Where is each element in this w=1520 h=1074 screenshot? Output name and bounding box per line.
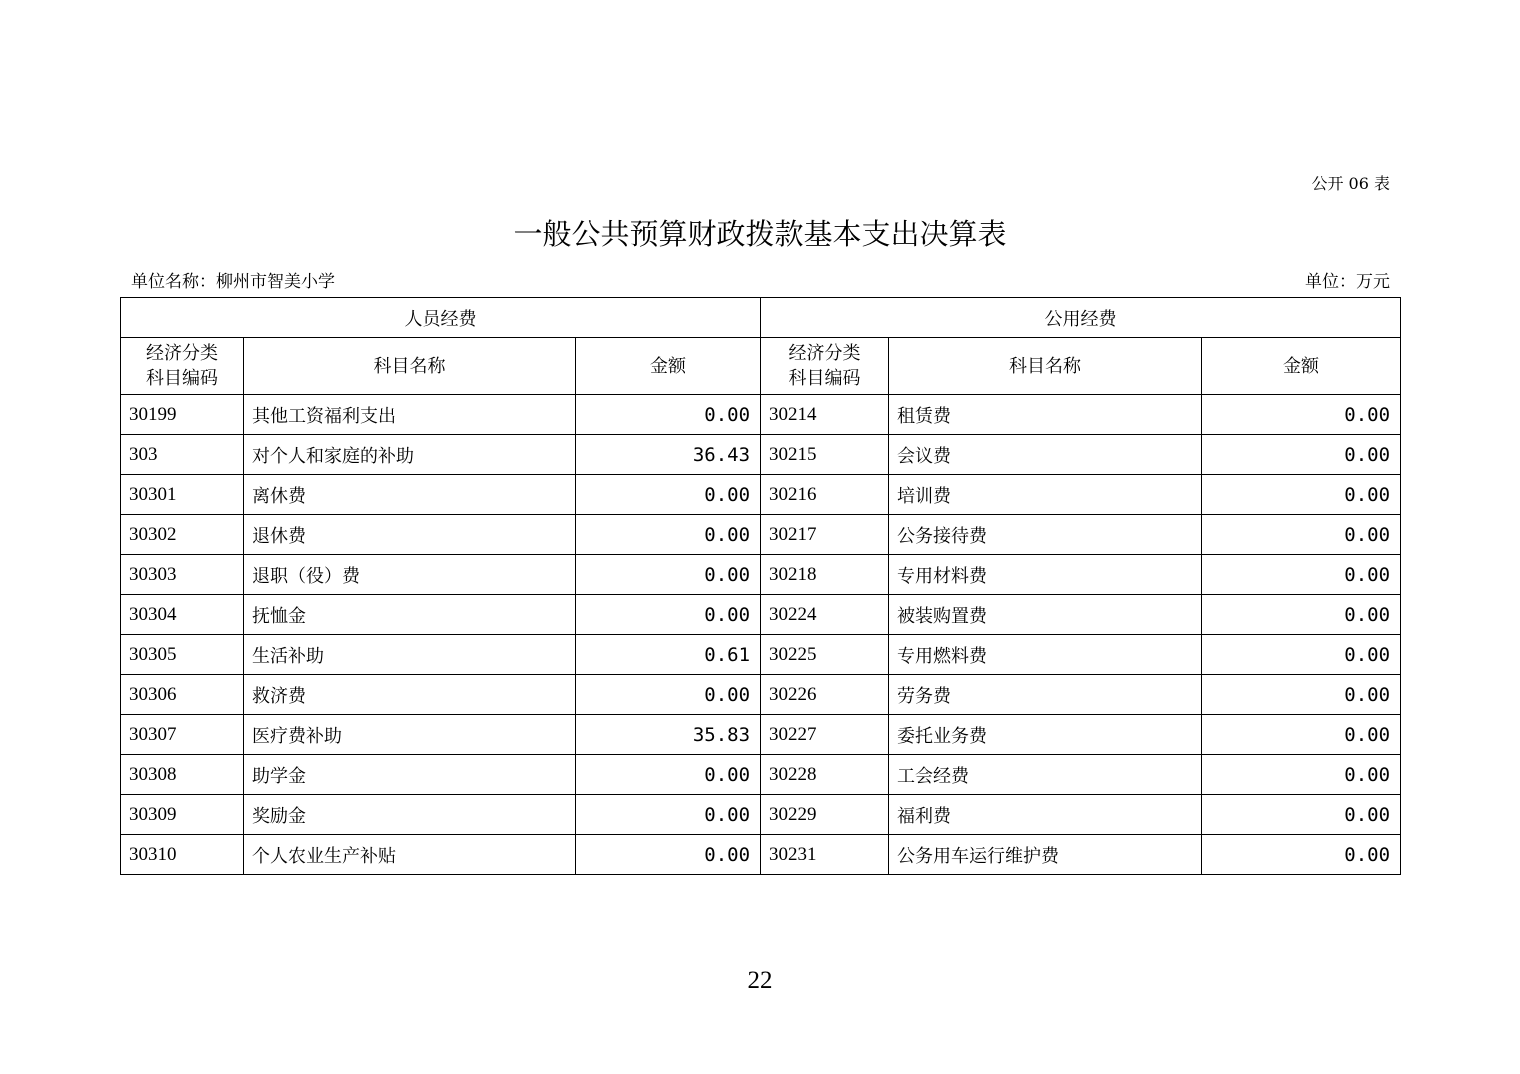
header-code-line1: 经济分类: [788, 343, 861, 364]
cell-right-name: 专用燃料费: [889, 635, 1202, 675]
header-right-amount: 金额: [1202, 338, 1401, 395]
expenditure-table: [120, 297, 1401, 875]
cell-left-code: 30309: [121, 795, 244, 835]
cell-right-code: 30227: [761, 715, 889, 755]
cell-right-amount: 0.00: [1202, 515, 1401, 555]
cell-right-name: 被装购置费: [889, 595, 1202, 635]
cell-left-code: 30310: [121, 835, 244, 875]
cell-right-amount: 0.00: [1202, 755, 1401, 795]
cell-right-code: 30224: [761, 595, 889, 635]
cell-right-name: 福利费: [889, 795, 1202, 835]
header-right-code: [761, 338, 889, 395]
cell-right-amount: 0.00: [1202, 555, 1401, 595]
cell-left-code: 30305: [121, 635, 244, 675]
cell-left-amount: 0.00: [576, 475, 761, 515]
cell-left-amount: 0.00: [576, 515, 761, 555]
cell-left-name: 退休费: [244, 515, 576, 555]
cell-left-amount: 35.83: [576, 715, 761, 755]
form-number: 公开 06 表: [1311, 174, 1390, 193]
cell-left-amount: 36.43: [576, 435, 761, 475]
table-row: [121, 595, 1401, 635]
cell-left-code: 30302: [121, 515, 244, 555]
cell-left-amount: 0.61: [576, 635, 761, 675]
cell-right-code: 30225: [761, 635, 889, 675]
table-row: [121, 715, 1401, 755]
table-row: [121, 395, 1401, 435]
cell-left-amount: 0.00: [576, 595, 761, 635]
cell-right-amount: 0.00: [1202, 795, 1401, 835]
header-code-line2: 科目编码: [788, 368, 861, 389]
table-row: [121, 515, 1401, 555]
cell-right-name: 劳务费: [889, 675, 1202, 715]
cell-left-name: 救济费: [244, 675, 576, 715]
cell-left-code: 30303: [121, 555, 244, 595]
cell-right-amount: 0.00: [1202, 395, 1401, 435]
table-row: [121, 555, 1401, 595]
cell-right-amount: 0.00: [1202, 595, 1401, 635]
cell-right-name: 会议费: [889, 435, 1202, 475]
table-row: [121, 635, 1401, 675]
table-row: [121, 475, 1401, 515]
cell-right-code: 30229: [761, 795, 889, 835]
cell-right-name: 公务用车运行维护费: [889, 835, 1202, 875]
header-left-code: [121, 338, 244, 395]
table-row: [121, 675, 1401, 715]
cell-left-amount: 0.00: [576, 755, 761, 795]
cell-left-name: 退职（役）费: [244, 555, 576, 595]
header-left-amount: 金额: [576, 338, 761, 395]
cell-right-code: 30228: [761, 755, 889, 795]
table-row: [121, 795, 1401, 835]
header-code-line2: 科目编码: [146, 368, 218, 389]
cell-right-amount: 0.00: [1202, 675, 1401, 715]
cell-right-code: 30215: [761, 435, 889, 475]
unit-name: 单位名称：柳州市智美小学: [131, 272, 335, 292]
table-row: [121, 835, 1401, 875]
cell-left-code: 30199: [121, 395, 244, 435]
cell-left-code: 30304: [121, 595, 244, 635]
page-title: 一般公共预算财政拨款基本支出决算表: [513, 217, 1007, 251]
cell-right-name: 租赁费: [889, 395, 1202, 435]
page-number: 22: [747, 967, 773, 994]
table-row: [121, 435, 1401, 475]
cell-right-amount: 0.00: [1202, 835, 1401, 875]
cell-right-name: 公务接待费: [889, 515, 1202, 555]
cell-left-name: 对个人和家庭的补助: [244, 435, 576, 475]
cell-right-name: 培训费: [889, 475, 1202, 515]
cell-right-code: 30226: [761, 675, 889, 715]
cell-left-code: 30308: [121, 755, 244, 795]
cell-left-amount: 0.00: [576, 395, 761, 435]
header-code-line1: 经济分类: [146, 343, 218, 364]
cell-right-name: 专用材料费: [889, 555, 1202, 595]
cell-left-name: 其他工资福利支出: [244, 395, 576, 435]
currency-unit: 单位：万元: [1305, 272, 1390, 292]
cell-right-amount: 0.00: [1202, 435, 1401, 475]
cell-left-name: 医疗费补助: [244, 715, 576, 755]
cell-left-name: 离休费: [244, 475, 576, 515]
cell-left-code: 30301: [121, 475, 244, 515]
cell-left-amount: 0.00: [576, 835, 761, 875]
cell-right-name: 工会经费: [889, 755, 1202, 795]
cell-left-code: 30307: [121, 715, 244, 755]
table-row: [121, 755, 1401, 795]
cell-left-name: 抚恤金: [244, 595, 576, 635]
cell-right-amount: 0.00: [1202, 635, 1401, 675]
header-right-name: 科目名称: [889, 338, 1202, 395]
cell-right-code: 30214: [761, 395, 889, 435]
group-header-row: [121, 298, 1401, 338]
cell-left-name: 助学金: [244, 755, 576, 795]
cell-right-code: 30216: [761, 475, 889, 515]
cell-left-amount: 0.00: [576, 795, 761, 835]
cell-right-code: 30218: [761, 555, 889, 595]
group-public: 公用经费: [761, 298, 1401, 338]
column-header-row: [121, 338, 1401, 395]
cell-right-amount: 0.00: [1202, 715, 1401, 755]
header-left-name: 科目名称: [244, 338, 576, 395]
cell-right-code: 30231: [761, 835, 889, 875]
cell-right-name: 委托业务费: [889, 715, 1202, 755]
cell-left-code: 30306: [121, 675, 244, 715]
cell-left-name: 个人农业生产补贴: [244, 835, 576, 875]
cell-right-amount: 0.00: [1202, 475, 1401, 515]
group-personnel: 人员经费: [121, 298, 761, 338]
cell-left-amount: 0.00: [576, 555, 761, 595]
cell-left-code: 303: [121, 435, 244, 475]
cell-left-amount: 0.00: [576, 675, 761, 715]
cell-right-code: 30217: [761, 515, 889, 555]
cell-left-name: 奖励金: [244, 795, 576, 835]
cell-left-name: 生活补助: [244, 635, 576, 675]
